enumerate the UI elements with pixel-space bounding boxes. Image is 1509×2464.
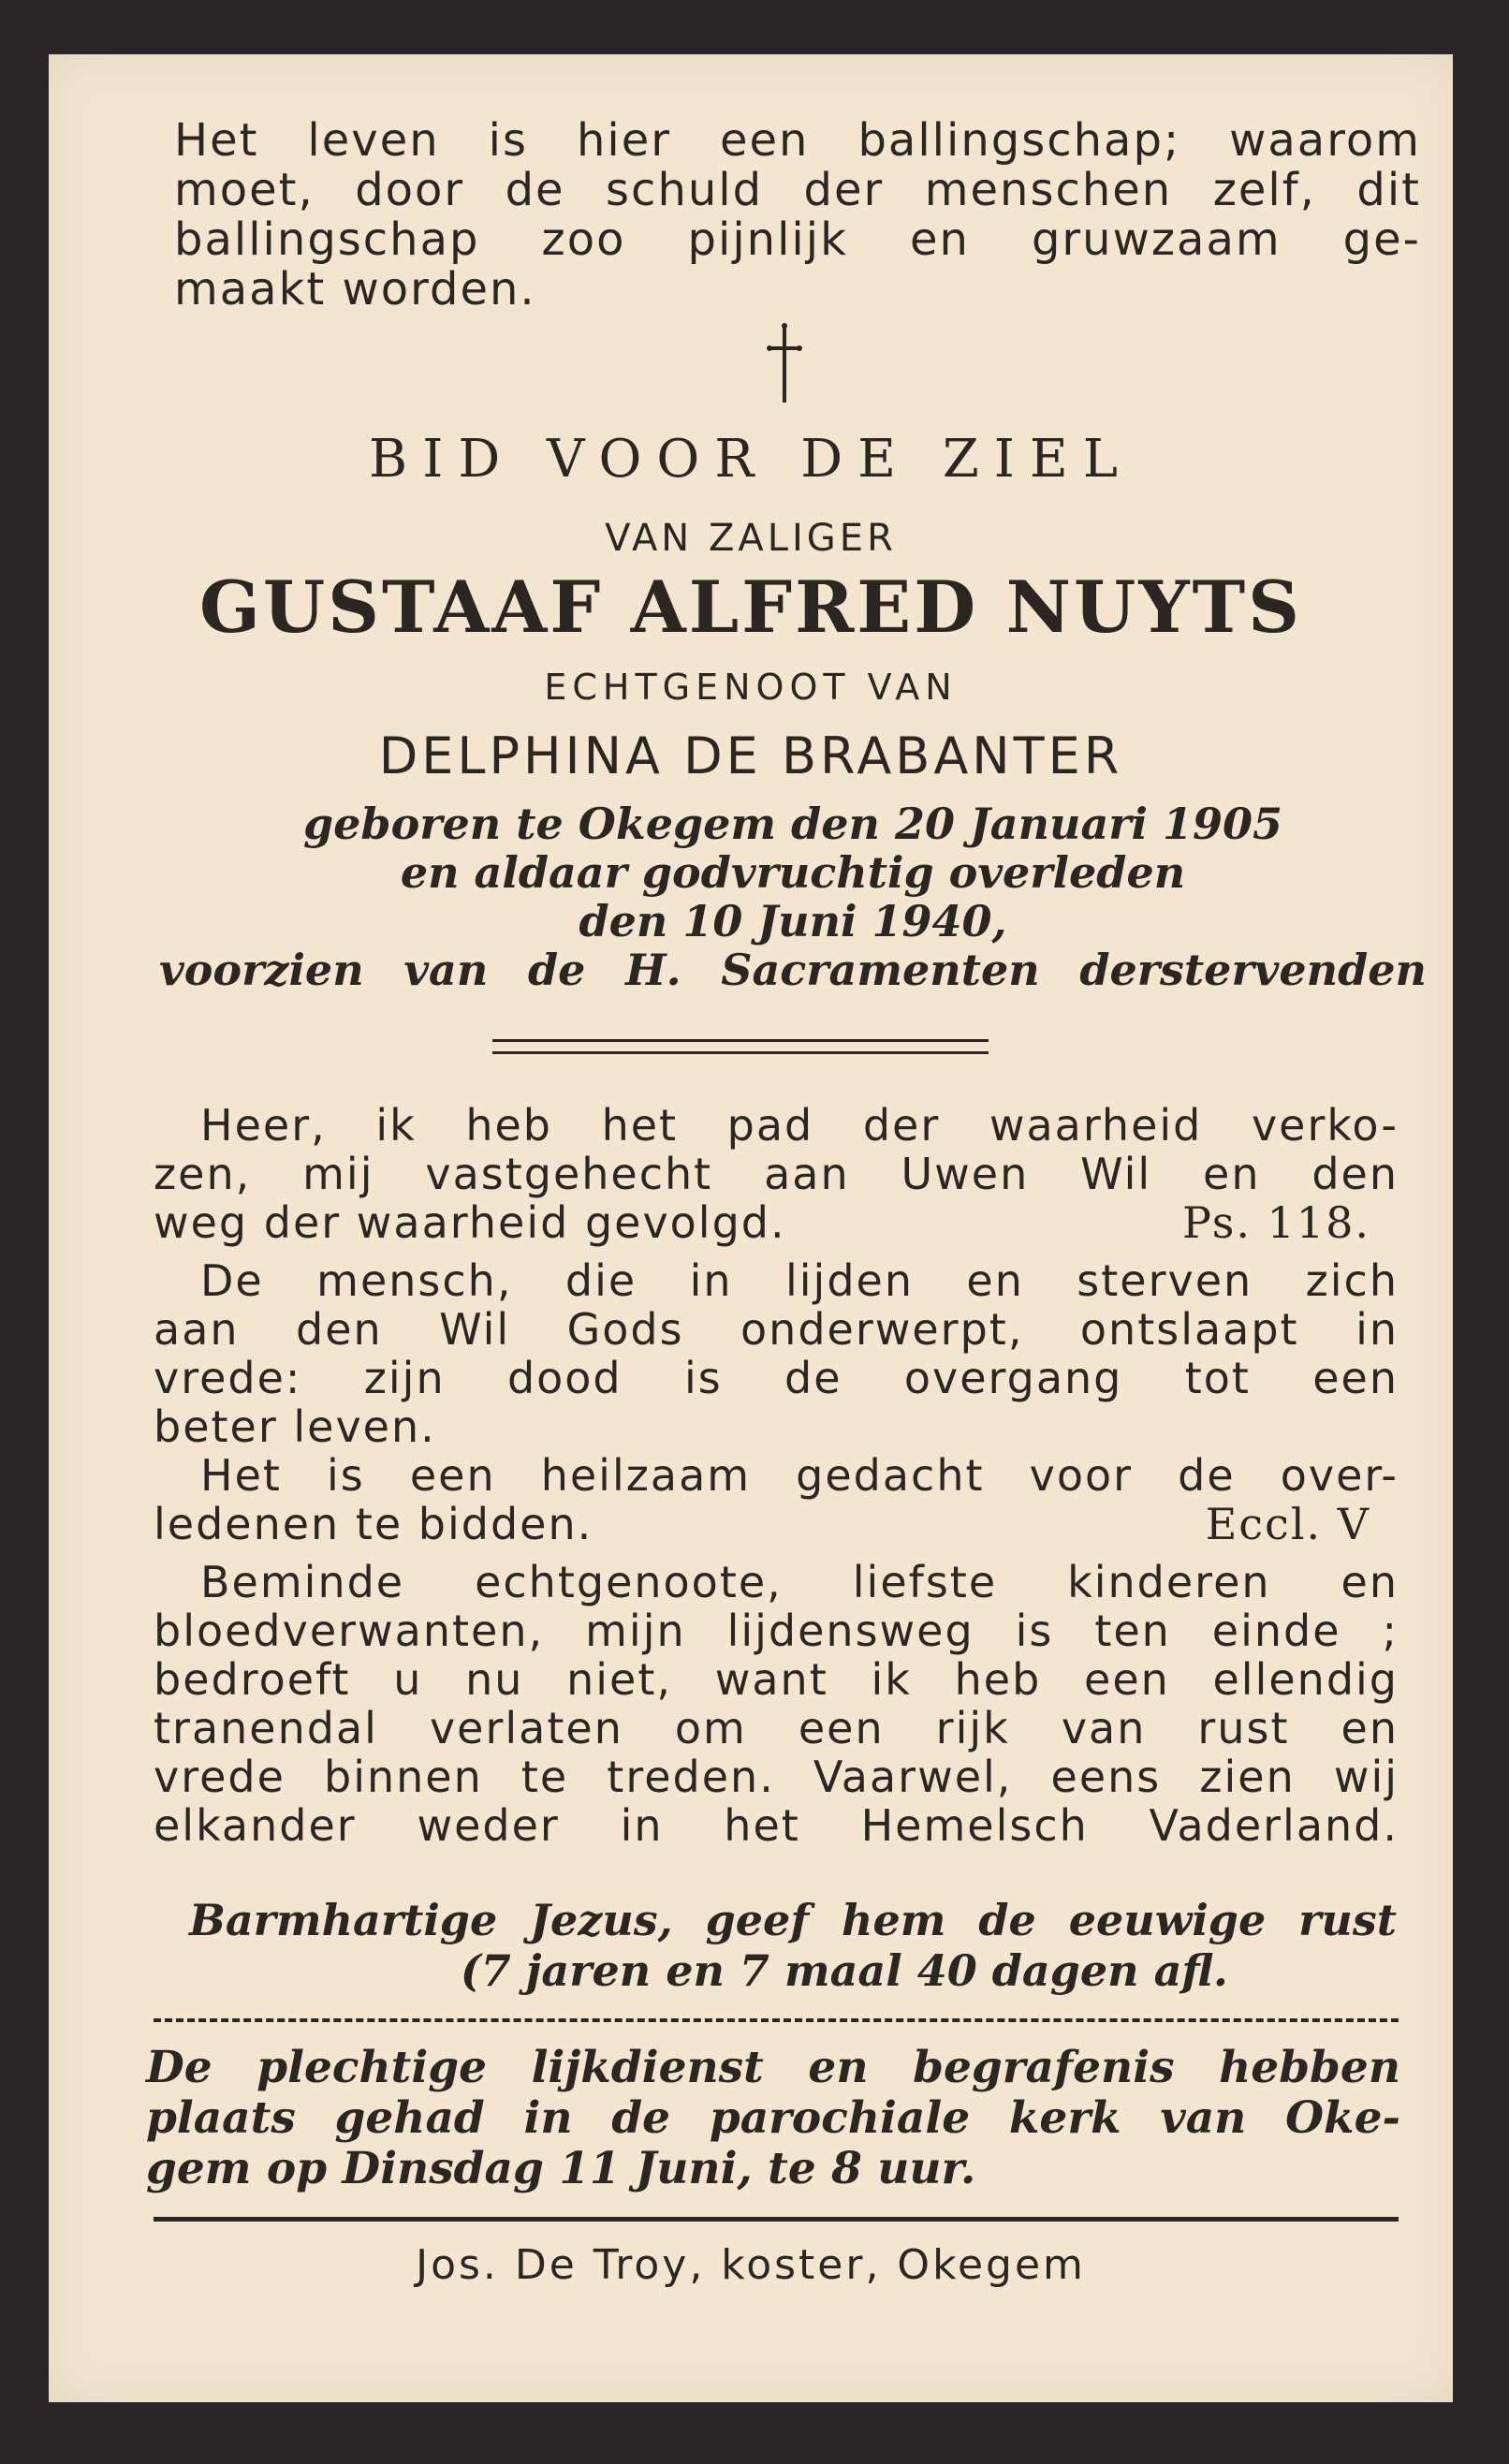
- verse-line: elkander weder in het Hemelsch Vaderland.: [154, 1800, 1399, 1851]
- deceased-name: GUSTAAF ALFRED NUYTS: [198, 565, 1303, 649]
- verse-text: weg der waarheid gevolgd.: [154, 1197, 786, 1248]
- service-line: De plechtige lijkdienst en begrafenis hebben: [146, 2042, 1400, 2093]
- van-zaliger: VAN ZALIGER: [605, 517, 897, 560]
- verse-line: Beminde echtgenoote, liefste kinderen en: [200, 1557, 1399, 1607]
- verse-line: Het is een heilzaam gedacht voor de over-: [200, 1450, 1399, 1501]
- bid-voor-de-ziel: BID VOOR DE ZIEL: [369, 429, 1133, 490]
- verse-line: tranendal verlaten om een rijk van rust en: [154, 1703, 1399, 1753]
- cross-icon: [766, 322, 803, 406]
- verse-line: zen, mij vastgehecht aan Uwen Wil en den: [154, 1149, 1399, 1199]
- epigraph-line: Het leven is hier een ballingschap; waarom: [174, 114, 1421, 167]
- service-line: gem op Dinsdag 11 Juni, te 8 uur.: [146, 2143, 976, 2194]
- memorial-card: [49, 54, 1453, 2402]
- funeral-service: [146, 2043, 1400, 2194]
- epigraph-line: moet, door de schuld der menschen zelf, dit: [174, 164, 1421, 216]
- verse-line: bedroeft u nu niet, want ik heb een ellendig: [154, 1654, 1399, 1705]
- death-date-line: den 10 Juni 1940,: [579, 896, 1007, 946]
- echtgenoot-van: ECHTGENOOT VAN: [544, 667, 958, 708]
- prayer: [189, 1895, 1397, 1996]
- verse-text: ledenen te bidden.: [154, 1499, 593, 1549]
- verse-reference: Ps. 118.: [1182, 1197, 1370, 1248]
- verse-line: aan den Wil Gods onderwerpt, ontslaapt in: [154, 1304, 1399, 1355]
- epigraph-line: ballingschap zoo pijnlijk en gruwzaam ge-: [174, 213, 1421, 266]
- verse-line-with-reference: [154, 1198, 1399, 1247]
- verse-reference: Eccl. V: [1205, 1499, 1370, 1549]
- service-line: plaats gehad in de parochiale kerk van Oke-: [146, 2092, 1400, 2144]
- verse-line: Heer, ik heb het pad der waarheid verko-: [200, 1100, 1399, 1151]
- verse-line: De mensch, die in lijden en sterven zich: [200, 1255, 1399, 1306]
- prayer-line: Barmhartige Jezus, geef hem de eeuwige rust: [189, 1895, 1397, 1945]
- solid-divider: [154, 2217, 1399, 2222]
- epigraph-line: maakt worden.: [174, 263, 536, 315]
- verse-line-with-reference: [154, 1500, 1399, 1548]
- printer-credit: Jos. De Troy, koster, Okegem: [416, 2241, 1086, 2289]
- indulgence-line: (7 jaren en 7 maal 40 dagen afl.: [461, 1945, 1228, 1996]
- dashed-divider: [154, 2018, 1399, 2022]
- double-divider: [492, 1039, 989, 1054]
- verse-line: bloedverwanten, mijn lijdensweg is ten einde ;: [154, 1606, 1399, 1656]
- verse-line: vrede: zijn dood is de overgang tot een: [154, 1353, 1399, 1403]
- verse-line: vrede binnen te treden. Vaarwel, eens zien wij: [154, 1752, 1399, 1802]
- death-line: en aldaar godvruchtig overleden: [400, 847, 1186, 898]
- verse-line: beter leven.: [154, 1401, 436, 1452]
- verses: [154, 1101, 1399, 1850]
- sacraments-line: voorzien van de H. Sacramenten derstervenden: [159, 945, 1427, 995]
- birth-death-details: [159, 799, 1427, 994]
- epigraph: [174, 116, 1421, 315]
- spouse-name: DELPHINA DE BRABANTER: [378, 726, 1123, 785]
- birth-line: geboren te Okegem den 20 Januari 1905: [302, 799, 1283, 849]
